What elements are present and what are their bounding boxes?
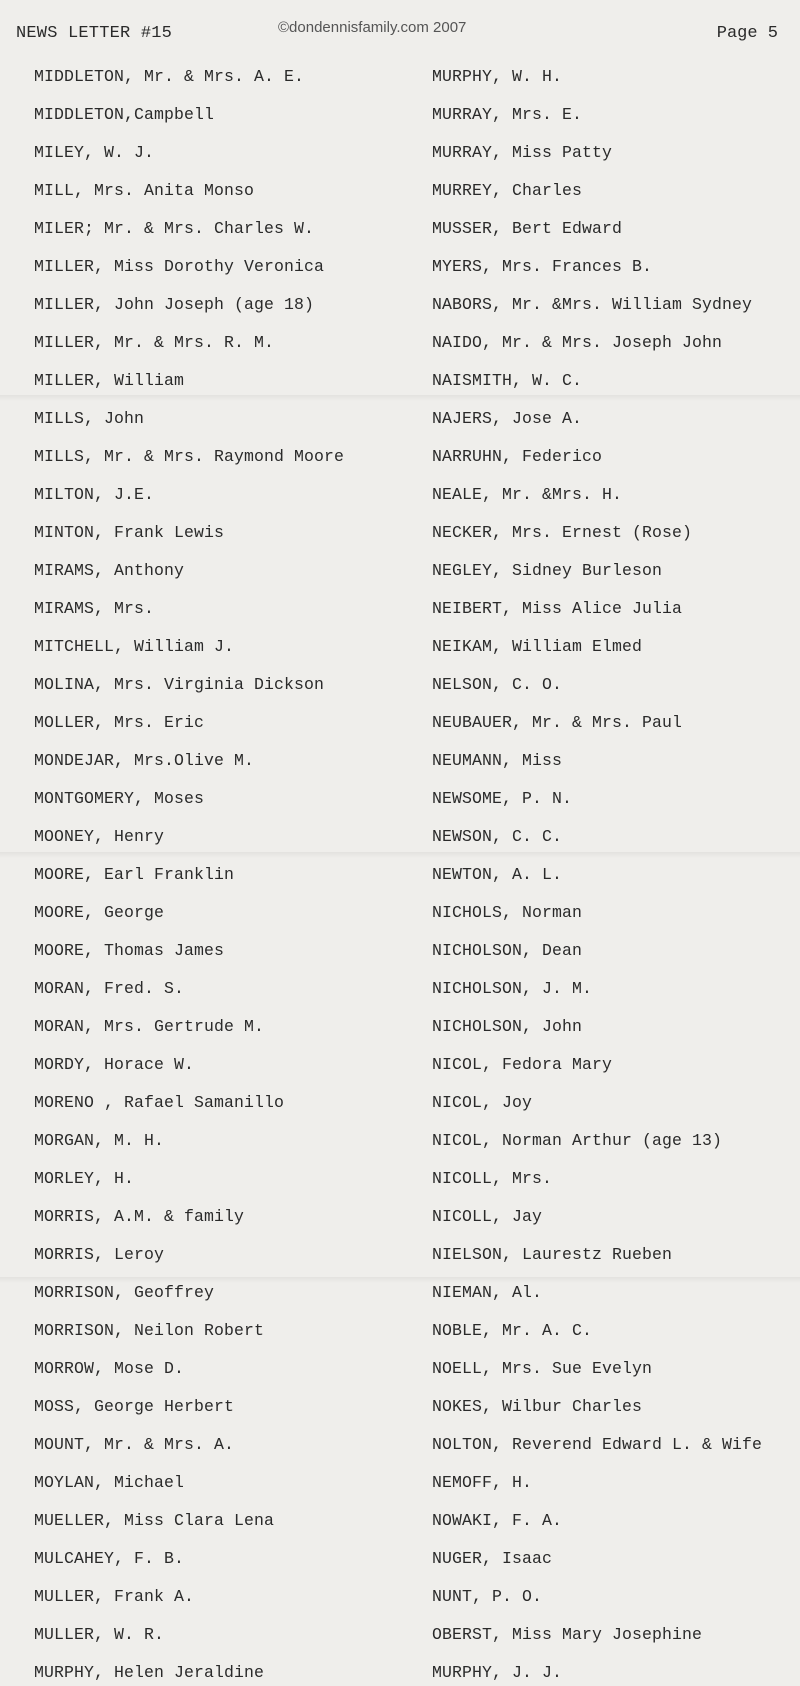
name-entry: MILLS, Mr. & Mrs. Raymond Moore	[34, 447, 345, 466]
name-entry: NOWAKI, F. A.	[432, 1511, 563, 1530]
name-entry: MILLS, John	[34, 409, 145, 428]
name-entry: MORENO , Rafael Samanillo	[34, 1093, 285, 1112]
name-entry: NELSON, C. O.	[432, 675, 563, 694]
name-entry: MURPHY, J. J.	[432, 1663, 563, 1682]
name-entry: MUELLER, Miss Clara Lena	[34, 1511, 275, 1530]
name-entry: NEUMANN, Miss	[432, 751, 563, 770]
name-entry: MORGAN, M. H.	[34, 1131, 165, 1150]
name-entry: MORRISON, Geoffrey	[34, 1283, 215, 1302]
name-entry: NEALE, Mr. &Mrs. H.	[432, 485, 623, 504]
name-entry: MOONEY, Henry	[34, 827, 165, 846]
name-entry: NICHOLS, Norman	[432, 903, 583, 922]
name-entry: MULLER, Frank A.	[34, 1587, 195, 1606]
name-entry: MORRISON, Neilon Robert	[34, 1321, 265, 1340]
name-entry: MURREY, Charles	[432, 181, 583, 200]
copyright-watermark: ©dondennisfamily.com 2007	[278, 19, 467, 36]
name-entry: NAISMITH, W. C.	[432, 371, 583, 390]
page-number: Page 5	[716, 24, 778, 43]
name-entry: MURPHY, Helen Jeraldine	[34, 1663, 265, 1682]
name-entry: MILLER, Miss Dorothy Veronica	[34, 257, 325, 276]
name-entry: MOORE, Earl Franklin	[34, 865, 235, 884]
newsletter-title: NEWS LETTER #15	[16, 24, 173, 43]
name-entry: MIRAMS, Mrs.	[34, 599, 155, 618]
name-entry: NICOL, Norman Arthur (age 13)	[432, 1131, 723, 1150]
name-entry: NECKER, Mrs. Ernest (Rose)	[432, 523, 693, 542]
name-entry: MILER; Mr. & Mrs. Charles W.	[34, 219, 315, 238]
name-entry: NEMOFF, H.	[432, 1473, 533, 1492]
name-entry: NEGLEY, Sidney Burleson	[432, 561, 663, 580]
name-entry: MYERS, Mrs. Frances B.	[432, 257, 653, 276]
name-entry: NEWSON, C. C.	[432, 827, 563, 846]
name-entry: NARRUHN, Federico	[432, 447, 603, 466]
name-entry: NUNT, P. O.	[432, 1587, 543, 1606]
name-entry: MORAN, Mrs. Gertrude M.	[34, 1017, 265, 1036]
name-entry: MIDDLETON,Campbell	[34, 105, 215, 124]
name-entry: NEWSOME, P. N.	[432, 789, 573, 808]
name-entry: MOORE, Thomas James	[34, 941, 225, 960]
name-entry: MULLER, W. R.	[34, 1625, 165, 1644]
name-entry: OBERST, Miss Mary Josephine	[432, 1625, 703, 1644]
name-entry: MIRAMS, Anthony	[34, 561, 185, 580]
name-entry: NICOLL, Jay	[432, 1207, 543, 1226]
name-entry: MORRIS, A.M. & family	[34, 1207, 245, 1226]
name-entry: MURPHY, W. H.	[432, 67, 563, 86]
name-entry: MILLER, John Joseph (age 18)	[34, 295, 315, 314]
name-entry: NICHOLSON, J. M.	[432, 979, 593, 998]
name-entry: NICHOLSON, John	[432, 1017, 583, 1036]
name-entry: MITCHELL, William J.	[34, 637, 235, 656]
name-entry: MORRIS, Leroy	[34, 1245, 165, 1264]
name-entry: NAJERS, Jose A.	[432, 409, 583, 428]
name-entry: NAIDO, Mr. & Mrs. Joseph John	[432, 333, 723, 352]
name-entry: MORROW, Mose D.	[34, 1359, 185, 1378]
name-entry: MILEY, W. J.	[34, 143, 155, 162]
name-entry: NIEMAN, Al.	[432, 1283, 543, 1302]
name-entry: MIDDLETON, Mr. & Mrs. A. E.	[34, 67, 305, 86]
name-entry: MORDY, Horace W.	[34, 1055, 195, 1074]
name-entry: NUGER, Isaac	[432, 1549, 553, 1568]
name-entry: NEIBERT, Miss Alice Julia	[432, 599, 683, 618]
name-entry: MOSS, George Herbert	[34, 1397, 235, 1416]
name-entry: NEWTON, A. L.	[432, 865, 563, 884]
name-entry: NIELSON, Laurestz Rueben	[432, 1245, 673, 1264]
name-entry: MILLER, Mr. & Mrs. R. M.	[34, 333, 275, 352]
name-entry: MOLLER, Mrs. Eric	[34, 713, 205, 732]
name-entry: MULCAHEY, F. B.	[34, 1549, 185, 1568]
name-entry: NICHOLSON, Dean	[432, 941, 583, 960]
name-entry: MORAN, Fred. S.	[34, 979, 185, 998]
name-entry: NICOLL, Mrs.	[432, 1169, 553, 1188]
name-entry: MUSSER, Bert Edward	[432, 219, 623, 238]
name-entry: MOLINA, Mrs. Virginia Dickson	[34, 675, 325, 694]
name-entry: NOBLE, Mr. A. C.	[432, 1321, 593, 1340]
name-entry: NICOL, Joy	[432, 1093, 533, 1112]
name-entry: MOORE, George	[34, 903, 165, 922]
name-entry: NABORS, Mr. &Mrs. William Sydney	[432, 295, 753, 314]
name-entry: MOUNT, Mr. & Mrs. A.	[34, 1435, 235, 1454]
name-entry: MOYLAN, Michael	[34, 1473, 185, 1492]
name-entry: MILL, Mrs. Anita Monso	[34, 181, 255, 200]
name-entry: NICOL, Fedora Mary	[432, 1055, 613, 1074]
name-entry: MORLEY, H.	[34, 1169, 135, 1188]
name-entry: MONDEJAR, Mrs.Olive M.	[34, 751, 255, 770]
name-entry: MILTON, J.E.	[34, 485, 155, 504]
name-entry: NOKES, Wilbur Charles	[432, 1397, 643, 1416]
name-entry: NEIKAM, William Elmed	[432, 637, 643, 656]
right-name-column	[432, 58, 762, 1686]
name-entry: MILLER, William	[34, 371, 185, 390]
name-entry: MONTGOMERY, Moses	[34, 789, 205, 808]
name-entry: NEUBAUER, Mr. & Mrs. Paul	[432, 713, 683, 732]
left-name-column	[34, 58, 344, 1686]
name-entry: MURRAY, Miss Patty	[432, 143, 613, 162]
name-entry: NOELL, Mrs. Sue Evelyn	[432, 1359, 653, 1378]
name-entry: MINTON, Frank Lewis	[34, 523, 225, 542]
name-entry: MURRAY, Mrs. E.	[432, 105, 583, 124]
name-entry: NOLTON, Reverend Edward L. & Wife	[432, 1435, 763, 1454]
